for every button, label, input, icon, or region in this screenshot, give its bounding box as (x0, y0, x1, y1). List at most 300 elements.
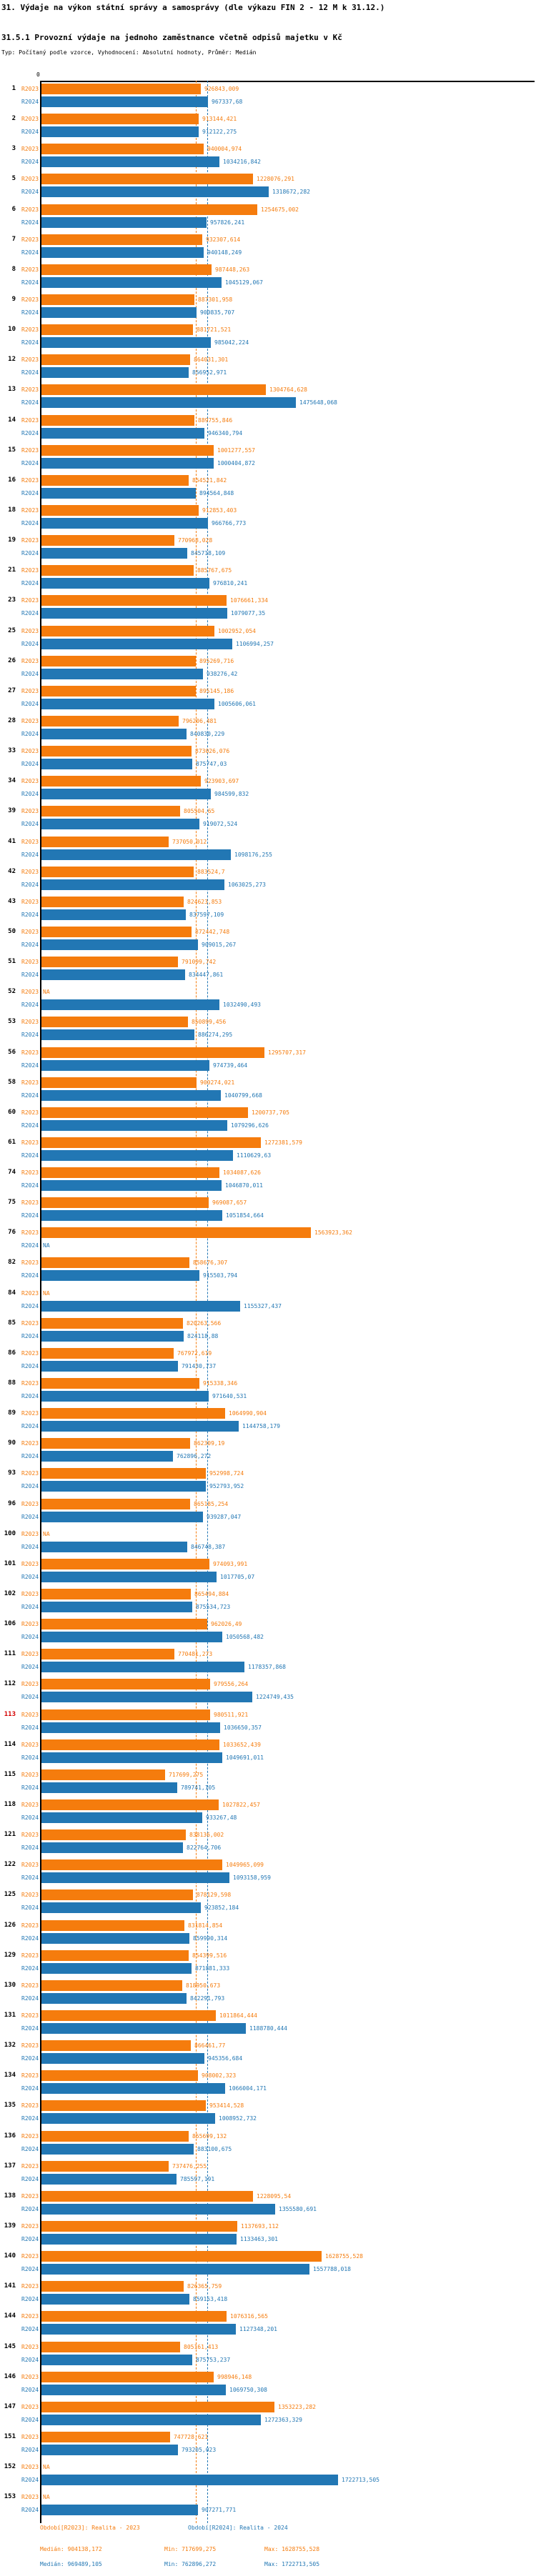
bar-line-2024 (0, 1331, 536, 1342)
bar-2023 (41, 1499, 190, 1509)
bar-value-2023: 900274,021 (200, 1079, 235, 1086)
bar-area-2023 (40, 174, 536, 184)
bar-area-2023 (40, 1408, 536, 1419)
series-label-2023: R2023 (21, 1470, 39, 1477)
bar-line-2023 (0, 1137, 536, 1148)
bar-line-2024 (0, 608, 536, 619)
bar-area-2023 (40, 1197, 536, 1208)
series-label-2024: R2024 (21, 2025, 39, 2032)
row-rank-spacer (0, 1993, 16, 2004)
bar-area-2024 (40, 819, 536, 829)
bar-value-2024: 793205,023 (182, 2446, 217, 2453)
row-rank-spacer (0, 1150, 16, 1161)
chart-meta-line: Typ: Počítaný podle vzorce, Vyhodnocení: Absolutní hodnoty, Průměr: Medián (1, 49, 257, 56)
row-rank-label: 19 (8, 536, 16, 544)
bar-2023 (41, 264, 212, 275)
bar-2023 (41, 2100, 206, 2111)
bar-value-2024: 1475648,068 (299, 399, 337, 406)
series-label-2023: R2023 (21, 1079, 39, 1086)
series-label-2024: R2024 (21, 580, 39, 587)
bar-area-2024 (40, 1331, 536, 1342)
bar-2024 (41, 548, 187, 559)
bar-value-2023: 1254675,002 (261, 206, 299, 213)
row-rank-label: 125 (4, 1891, 16, 1899)
bar-value-2024: 1155327,437 (244, 1302, 282, 1309)
bar-area-2023 (40, 1589, 536, 1599)
stat-min-2024: Min: 762896,272 (164, 2561, 217, 2567)
bar-group (0, 2131, 536, 2155)
bar-2024 (41, 2324, 236, 2335)
bar-group (0, 2311, 536, 2335)
bar-area-2024 (40, 2053, 536, 2064)
row-rank-label: 90 (8, 1439, 16, 1447)
series-label-2024: R2024 (21, 2296, 39, 2303)
row-rank-spacer (0, 397, 16, 408)
bar-area-2024 (40, 1662, 536, 1672)
series-label-2024: R2024 (21, 972, 39, 979)
bar-area-2024 (40, 608, 536, 619)
bar-group (0, 415, 536, 439)
bar-value-2023: 912853,403 (202, 506, 237, 514)
bar-area-2024 (40, 518, 536, 529)
bar-line-2024 (0, 2475, 536, 2485)
bar-2024 (41, 307, 197, 318)
bar-area-2023 (40, 204, 536, 215)
bar-2023 (41, 144, 204, 154)
bar-area-2023 (40, 2372, 536, 2382)
bar-2024 (41, 367, 189, 378)
bar-value-2024: 883100,675 (197, 2145, 232, 2152)
bar-2024 (41, 1933, 189, 1944)
bar-value-2024: 1063025,273 (228, 881, 266, 888)
bar-area-2023 (40, 1378, 536, 1389)
stat-max-2024: Max: 1722713,505 (264, 2561, 320, 2567)
bar-area-2023 (40, 1137, 536, 1148)
bar-line-2024 (0, 1692, 536, 1702)
row-rank-label: 141 (4, 2282, 16, 2290)
bar-line-2024 (0, 1361, 536, 1372)
bar-group (0, 1529, 536, 1552)
bar-line-2023 (0, 264, 536, 275)
bar-area-2024 (40, 1632, 536, 1642)
row-rank-label: 93 (8, 1469, 16, 1477)
series-label-2023: R2023 (21, 326, 39, 334)
bar-group (0, 445, 536, 469)
bar-line-2024 (0, 1963, 536, 1974)
bar-value-2023: 854521,842 (192, 476, 227, 484)
series-label-2024: R2024 (21, 2356, 39, 2363)
bar-2024 (41, 126, 199, 137)
bar-line-2024 (0, 1180, 536, 1191)
series-label-2023: R2023 (21, 2464, 39, 2471)
series-label-2023: R2023 (21, 1862, 39, 1869)
bar-line-2023 (0, 2191, 536, 2202)
row-rank-label: 144 (4, 2312, 16, 2320)
row-rank-spacer (0, 1270, 16, 1281)
bar-2023 (41, 1829, 186, 1840)
series-label-2023: R2023 (21, 537, 39, 544)
series-label-2024: R2024 (21, 1543, 39, 1550)
bar-value-2024: 1318672,282 (272, 189, 310, 196)
bar-value-2023: 974093,991 (213, 1560, 248, 1567)
bar-area-2023 (40, 2131, 536, 2142)
row-rank-spacer (0, 2113, 16, 2124)
bar-value-2023: 1228076,291 (257, 176, 294, 183)
bar-value-2024: 976810,241 (213, 580, 248, 587)
bar-value-2023: 1076316,565 (230, 2313, 268, 2320)
row-rank-label: 9 (11, 295, 16, 303)
bar-group (0, 2010, 536, 2034)
bar-value-2023: 940004,974 (207, 146, 242, 153)
bar-value-2024: 1049691,011 (226, 1754, 264, 1761)
bar-value-2023: 1137693,112 (241, 2222, 279, 2230)
bar-2023 (41, 1468, 206, 1479)
bar-2024 (41, 1662, 244, 1672)
bar-2024 (41, 1391, 209, 1402)
bar-group (0, 2040, 536, 2064)
series-label-2023: R2023 (21, 657, 39, 664)
series-label-2024: R2024 (21, 1604, 39, 1611)
row-rank-label: 6 (11, 205, 16, 213)
row-rank-spacer (0, 1120, 16, 1131)
bar-area-2023 (40, 2342, 536, 2352)
bar-line-2024 (0, 1391, 536, 1402)
bar-2024 (41, 2355, 192, 2365)
bar-area-2023 (40, 2251, 536, 2262)
series-label-2023: R2023 (21, 808, 39, 815)
row-rank-label: 122 (4, 1861, 16, 1869)
row-rank-label: 134 (4, 2072, 16, 2080)
bar-area-2023 (40, 867, 536, 877)
bar-2024 (41, 458, 214, 469)
bar-value-2023: 838136,002 (189, 1832, 224, 1839)
bar-value-2023: 1027822,457 (222, 1802, 260, 1809)
bar-2024 (41, 277, 222, 288)
bar-line-2024 (0, 2355, 536, 2365)
bar-area-2024 (40, 247, 536, 258)
series-label-2023: R2023 (21, 1380, 39, 1387)
bar-line-2024 (0, 1572, 536, 1582)
row-rank-label: 145 (4, 2342, 16, 2350)
series-label-2024: R2024 (21, 1182, 39, 1189)
bar-value-2023: 717699,275 (169, 1771, 204, 1778)
bar-line-2023 (0, 1257, 536, 1268)
bar-area-2024 (40, 2113, 536, 2124)
bar-line-2023 (0, 626, 536, 636)
bar-2023 (41, 2311, 227, 2322)
bar-value-2023: 881721,521 (197, 326, 232, 334)
row-rank-label: 75 (8, 1199, 16, 1207)
bar-2023 (41, 2251, 322, 2262)
bar-area-2023 (40, 746, 536, 757)
bar-2024 (41, 1451, 173, 1462)
series-label-2024: R2024 (21, 1483, 39, 1490)
bar-area-2023 (40, 1257, 536, 1268)
row-rank-label: 132 (4, 2042, 16, 2050)
bar-2024 (41, 1993, 187, 2004)
bar-line-2023 (0, 84, 536, 94)
bar-line-2024 (0, 1240, 536, 1251)
row-rank-spacer (0, 488, 16, 499)
bar-2024 (41, 488, 196, 499)
series-label-2023: R2023 (21, 206, 39, 213)
bar-2023 (41, 1799, 219, 1810)
bar-value-2023: 824623,853 (187, 898, 222, 905)
bar-value-2024: 859153,418 (193, 2296, 228, 2303)
row-rank-spacer (0, 1572, 16, 1582)
series-label-2024: R2024 (21, 2085, 39, 2092)
bar-value-2024: 1355580,691 (279, 2205, 317, 2212)
bar-group (0, 686, 536, 709)
bar-area-2023 (40, 264, 536, 275)
bar-value-2023: 926843,009 (204, 86, 239, 92)
bar-line-2024 (0, 458, 536, 469)
stat-median-2023: Medián: 904138,172 (40, 2546, 102, 2552)
bar-line-2023 (0, 1408, 536, 1419)
bar-2023 (41, 2221, 237, 2232)
bar-2024 (41, 1572, 217, 1582)
page-title: 31. Výdaje na výkon státní správy a samosprávy (dle výkazu FIN 2 - 12 M k 31.12.) (1, 3, 385, 12)
row-rank-spacer (0, 1060, 16, 1071)
bar-2024 (41, 1180, 222, 1191)
bar-line-2023 (0, 1077, 536, 1088)
bar-line-2024 (0, 2415, 536, 2425)
bar-area-2023 (40, 294, 536, 305)
row-rank-label: 114 (4, 1740, 16, 1748)
bar-2023 (41, 867, 194, 877)
bar-2024 (41, 1752, 222, 1763)
bar-value-2024: 900835,707 (200, 309, 235, 316)
axis-zero-label: 0 (36, 71, 40, 78)
bar-value-2024: 789741,105 (181, 1784, 216, 1791)
bar-area-2023 (40, 1348, 536, 1359)
bar-2023 (41, 2402, 274, 2412)
bar-rows (0, 84, 536, 2522)
row-rank-spacer (0, 699, 16, 709)
bar-area-2024 (40, 1180, 536, 1191)
series-label-2024: R2024 (21, 821, 39, 828)
bar-line-2023 (0, 1107, 536, 1118)
series-label-2023: R2023 (21, 1500, 39, 1507)
bar-value-2024: NA (43, 1242, 50, 1249)
bar-2024 (41, 2445, 178, 2455)
bar-value-2023: 883524,7 (197, 868, 225, 875)
row-rank-label: 137 (4, 2162, 16, 2170)
bar-value-2024: 1178357,868 (248, 1664, 286, 1671)
bar-line-2023 (0, 1499, 536, 1509)
bar-2024 (41, 2505, 198, 2515)
bar-group (0, 84, 536, 107)
bar-value-2023: 887301,958 (198, 296, 233, 303)
bar-area-2024 (40, 1842, 536, 1853)
bar-2024 (41, 1060, 209, 1071)
series-label-2023: R2023 (21, 687, 39, 694)
bar-group (0, 114, 536, 137)
bar-area-2024 (40, 548, 536, 559)
bar-group (0, 626, 536, 649)
row-rank-label: 126 (4, 1921, 16, 1929)
row-rank-label: 23 (8, 596, 16, 604)
bar-line-2024 (0, 96, 536, 107)
bar-area-2024 (40, 2234, 536, 2245)
bar-line-2023 (0, 234, 536, 245)
bar-line-2023 (0, 987, 536, 997)
bar-area-2023 (40, 144, 536, 154)
bar-value-2023: 908002,323 (202, 2072, 237, 2080)
bar-group (0, 144, 536, 167)
series-label-2023: R2023 (21, 838, 39, 845)
bar-area-2024 (40, 969, 536, 980)
series-label-2024: R2024 (21, 399, 39, 406)
series-label-2024: R2024 (21, 730, 39, 737)
row-rank-label: 28 (8, 717, 16, 724)
bar-value-2023: 850899,456 (192, 1019, 227, 1026)
series-label-2023: R2023 (21, 1922, 39, 1929)
bar-area-2023 (40, 384, 536, 395)
bar-2023 (41, 1619, 207, 1629)
bar-area-2023 (40, 2191, 536, 2202)
bar-2023 (41, 1438, 190, 1449)
bar-area-2024 (40, 96, 536, 107)
row-rank-spacer (0, 2264, 16, 2275)
series-label-2024: R2024 (21, 2205, 39, 2212)
series-label-2024: R2024 (21, 459, 39, 466)
bar-group (0, 2281, 536, 2305)
bar-group (0, 897, 536, 920)
row-rank-label: 27 (8, 687, 16, 694)
bar-value-2023: 747728,621 (174, 2433, 209, 2440)
bar-area-2024 (40, 2475, 536, 2485)
row-rank-label: 15 (8, 446, 16, 454)
bar-2024 (41, 909, 186, 920)
bar-area-2023 (40, 837, 536, 847)
bar-value-2023: 1228095,54 (257, 2192, 292, 2200)
bar-area-2023 (40, 1227, 536, 1238)
row-rank-label: 2 (11, 115, 16, 123)
bar-line-2024 (0, 2204, 536, 2215)
series-label-2023: R2023 (21, 928, 39, 935)
series-label-2023: R2023 (21, 446, 39, 454)
row-rank-spacer (0, 1542, 16, 1552)
series-label-2023: R2023 (21, 386, 39, 394)
bar-group (0, 1829, 536, 1853)
bar-line-2023 (0, 204, 536, 215)
series-label-2024: R2024 (21, 189, 39, 196)
bar-2023 (41, 716, 179, 727)
bar-line-2024 (0, 367, 536, 378)
bar-group (0, 1137, 536, 1161)
bar-value-2024: 957826,241 (210, 219, 245, 226)
bar-area-2024 (40, 909, 536, 920)
bar-line-2024 (0, 1662, 536, 1672)
bar-value-2024: 933267,48 (206, 1814, 237, 1822)
bar-line-2023 (0, 1197, 536, 1208)
bar-line-2023 (0, 1227, 536, 1238)
bar-group (0, 867, 536, 890)
bar-group (0, 1468, 536, 1492)
bar-area-2024 (40, 999, 536, 1010)
chart-subtitle: 31.5.1 Provozní výdaje na jednoho zaměstnance včetně odpisů majetku v Kč (1, 33, 342, 42)
bar-2024 (41, 1902, 201, 1913)
bar-area-2024 (40, 1722, 536, 1733)
row-rank-spacer (0, 1090, 16, 1101)
bar-line-2023 (0, 686, 536, 697)
bar-value-2024: 984599,832 (214, 791, 249, 798)
bar-line-2023 (0, 595, 536, 606)
bar-group (0, 1559, 536, 1582)
bar-value-2024: 939287,047 (207, 1513, 242, 1520)
bar-area-2024 (40, 2264, 536, 2275)
row-rank-spacer (0, 2415, 16, 2425)
series-label-2024: R2024 (21, 309, 39, 316)
bar-value-2023: 818950,673 (186, 1982, 221, 1989)
bar-2023 (41, 535, 174, 546)
bar-group (0, 1799, 536, 1823)
series-label-2024: R2024 (21, 1393, 39, 1400)
bar-2023 (41, 897, 184, 907)
bar-2023 (41, 1769, 165, 1780)
bar-value-2023: 1353223,282 (278, 2403, 316, 2410)
bar-area-2023 (40, 2010, 536, 2021)
series-label-2024: R2024 (21, 339, 39, 346)
bar-line-2024 (0, 156, 536, 167)
bar-2024 (41, 518, 208, 529)
bar-2024 (41, 156, 219, 167)
row-rank-label: 152 (4, 2463, 16, 2471)
bar-value-2024: 915503,794 (203, 1272, 238, 1279)
bar-area-2023 (40, 505, 536, 516)
series-label-2023: R2023 (21, 1560, 39, 1567)
bar-value-2024: 907271,771 (202, 2507, 237, 2514)
series-label-2023: R2023 (21, 1741, 39, 1748)
bar-line-2023 (0, 2100, 536, 2111)
bar-value-2024: 966766,773 (212, 519, 247, 526)
series-label-2024: R2024 (21, 1634, 39, 1641)
row-rank-label: 60 (8, 1108, 16, 1116)
bar-group (0, 1167, 536, 1191)
bar-2024 (41, 699, 214, 709)
row-rank-spacer (0, 608, 16, 619)
bar-line-2024 (0, 488, 536, 499)
bar-line-2024 (0, 2083, 536, 2094)
bar-area-2023 (40, 897, 536, 907)
bar-line-2024 (0, 1602, 536, 1612)
bar-line-2024 (0, 1060, 536, 1071)
bar-area-2024 (40, 2083, 536, 2094)
bar-line-2023 (0, 716, 536, 727)
bar-line-2023 (0, 656, 536, 667)
row-rank-spacer (0, 428, 16, 439)
bar-area-2023 (40, 806, 536, 817)
bar-value-2023: 872442,748 (195, 928, 230, 935)
bar-line-2023 (0, 776, 536, 787)
bar-2024 (41, 939, 198, 950)
bar-line-2023 (0, 1348, 536, 1359)
bar-line-2023 (0, 1769, 536, 1780)
row-rank-label: 111 (4, 1650, 16, 1658)
series-label-2023: R2023 (21, 868, 39, 875)
row-rank-spacer (0, 96, 16, 107)
bar-value-2023: NA (43, 1530, 50, 1537)
bar-value-2023: 895145,186 (199, 687, 234, 694)
bar-area-2024 (40, 367, 536, 378)
row-rank-label: 13 (8, 386, 16, 394)
bar-line-2023 (0, 2372, 536, 2382)
bar-value-2023: 865494,884 (194, 1591, 229, 1598)
series-label-2024: R2024 (21, 1995, 39, 2002)
bar-2023 (41, 445, 214, 456)
row-rank-spacer (0, 1752, 16, 1763)
